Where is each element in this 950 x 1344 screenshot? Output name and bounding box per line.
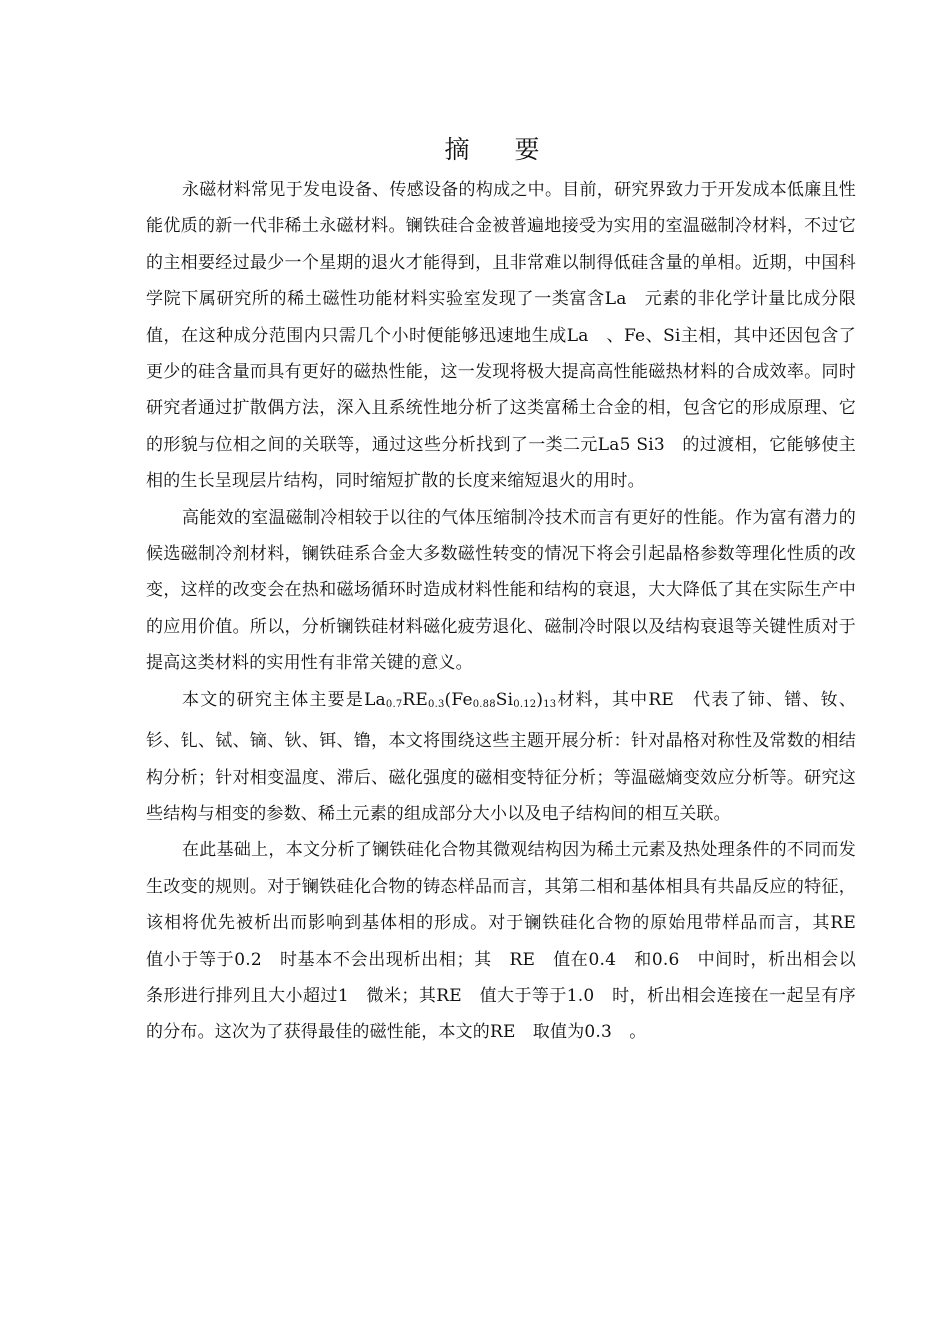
- abstract-paragraph-1: 永磁材料常见于发电设备、传感设备的构成之中。目前，研究界致力于开发成本低廉且性能优质的新一代非稀土永磁材料。镧铁硅合金被普遍地接受为实用的室温磁制冷材料，不过它的主相要经过最少一个星期的退火才能得到，且非常难以制得低硅含量的单相。近期，中国科学院下属研究所的稀土磁性功能材料实验室发现了一类富含La 元素的非化学计量比成分限值，在这种成分范围内只需几个小时便能够迅速地生成La 、Fe、Si主相，其中还因包含了更少的硅含量而具有更好的磁热性能，这一发现将极大提高高性能磁热材料的合成效率。同时研究者通过扩散偶方法，深入且系统性地分析了这类富稀土合金的相，包含它的形成原理、它的形貌与位相之间的关联等，通过这些分析找到了一类二元La5 Si3 的过渡相，它能够使主相的生长呈现层片结构，同时缩短扩散的长度来缩短退火的用时。: [146, 180, 856, 492]
- formula-si: Si: [495, 689, 514, 710]
- formula-la-subscript: 0.7: [385, 698, 403, 710]
- formula-si-subscript: 0.12: [513, 698, 537, 710]
- formula-close-subscript: 13: [543, 698, 557, 710]
- formula-re: RE: [402, 689, 429, 710]
- formula-close-paren: ): [536, 689, 544, 710]
- abstract-paragraph-4: 在此基础上，本文分析了镧铁硅化合物其微观结构因为稀土元素及热处理条件的不同而发生改变的规则。对于镧铁硅化合物的铸态样品而言，其第二相和基体相具有共晶反应的特征，该相将优先被析出而影响到基体相的形成。对于镧铁硅化合物的原始甩带样品而言，其RE 值小于等于0.2 时基本不会出现析出相；其 RE 值在0.4 和0.6 中间时，析出相会以条形进行排列且大小超过1 微米；其RE 值大于等于1.0 时，析出相会连接在一起呈有序的分布。这次为了获得最佳的磁性能，本文的RE 取值为0.3 。: [146, 840, 874, 1043]
- page-title: [0, 132, 950, 168]
- formula-fe: (Fe: [444, 689, 473, 710]
- chemical-formula: [364, 690, 556, 710]
- formula-re-subscript: 0.3: [428, 698, 445, 710]
- title-char-2: 要: [514, 135, 541, 164]
- paragraph-3-tail-text: 材料，其中RE 代表了铈、镨、钕、钐、钆、铽、镝、钬、铒、镥，本文将围绕这些主题开展分析：针对晶格对称性及常数的相结构分析；针对相变温度、滞后、磁化强度的磁相变特征分析；等温磁熵变效应分析等。研究这些结构与相变的参数、稀土元素的组成部分大小以及电子结构间的相互关联。: [146, 689, 857, 824]
- abstract-paragraph-2: 高能效的室温磁制冷相较于以往的气体压缩制冷技术而言有更好的性能。作为富有潜力的候选磁制冷剂材料，镧铁硅系合金大多数磁性转变的情况下将会引起晶格参数等理化性质的改变，这样的改变会在热和磁场循环时造成材料性能和结构的衰退，大大降低了其在实际生产中的应用价值。所以，分析镧铁硅材料磁化疲劳退化、磁制冷时限以及结构衰退等关键性质对于提高这类材料的实用性有非常关键的意义。: [146, 507, 856, 674]
- paragraph-3-lead-text: 本文的研究主体主要是: [182, 689, 365, 710]
- formula-fe-subscript: 0.88: [472, 698, 496, 710]
- abstract-paragraph-3: [146, 682, 856, 833]
- abstract-body: [146, 172, 874, 1051]
- formula-la: La: [364, 689, 386, 710]
- title-char-1: 摘: [444, 135, 471, 164]
